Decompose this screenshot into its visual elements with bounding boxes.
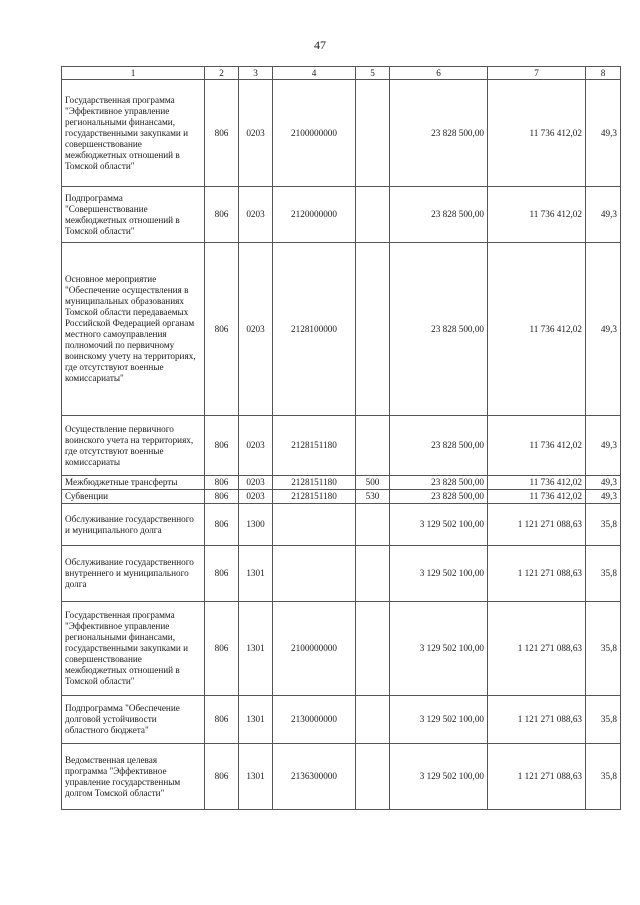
actual-amount-cell: 1 121 271 088,63 bbox=[488, 602, 586, 696]
table-row bbox=[62, 80, 621, 187]
target-article-code-cell: 2130000000 bbox=[273, 696, 356, 744]
actual-amount-cell: 11 736 412,02 bbox=[488, 243, 586, 416]
expense-type-code-cell bbox=[356, 243, 390, 416]
execution-percent-cell: 35,8 bbox=[586, 602, 621, 696]
section-code-cell: 1301 bbox=[239, 744, 273, 810]
expense-type-code-cell: 530 bbox=[356, 490, 390, 504]
column-header: 1 bbox=[62, 67, 205, 80]
expense-type-code-cell: 500 bbox=[356, 476, 390, 490]
execution-percent-cell: 49,3 bbox=[586, 476, 621, 490]
column-header: 7 bbox=[488, 67, 586, 80]
execution-percent-cell: 35,8 bbox=[586, 546, 621, 602]
execution-percent-cell: 49,3 bbox=[586, 80, 621, 187]
target-article-code-cell: 2100000000 bbox=[273, 602, 356, 696]
actual-amount-cell: 1 121 271 088,63 bbox=[488, 744, 586, 810]
glava-code-cell: 806 bbox=[205, 243, 239, 416]
plan-amount-cell: 23 828 500,00 bbox=[390, 490, 488, 504]
table-row bbox=[62, 602, 621, 696]
plan-amount-cell: 3 129 502 100,00 bbox=[390, 744, 488, 810]
plan-amount-cell: 3 129 502 100,00 bbox=[390, 504, 488, 546]
row-name-cell: Подпрограмма "Совершенствование межбюджетных отношений в Томской области" bbox=[62, 187, 205, 243]
plan-amount-cell: 23 828 500,00 bbox=[390, 187, 488, 243]
plan-amount-cell: 23 828 500,00 bbox=[390, 416, 488, 476]
table-row bbox=[62, 490, 621, 504]
target-article-code-cell bbox=[273, 546, 356, 602]
table-header-row bbox=[62, 67, 621, 80]
row-name-cell: Основное мероприятие "Обеспечение осуществления в муниципальных образованиях Томской области передаваемых Российской Федерацией органам местного самоуправления полномочий по первичному воинскому учету на территориях, где отсутствуют военные комиссариаты" bbox=[62, 243, 205, 416]
target-article-code-cell: 2128151180 bbox=[273, 490, 356, 504]
section-code-cell: 1301 bbox=[239, 696, 273, 744]
expense-type-code-cell bbox=[356, 416, 390, 476]
actual-amount-cell: 11 736 412,02 bbox=[488, 187, 586, 243]
section-code-cell: 1300 bbox=[239, 504, 273, 546]
target-article-code-cell: 2128151180 bbox=[273, 476, 356, 490]
glava-code-cell: 806 bbox=[205, 187, 239, 243]
section-code-cell: 0203 bbox=[239, 187, 273, 243]
column-header: 6 bbox=[390, 67, 488, 80]
target-article-code-cell: 2100000000 bbox=[273, 80, 356, 187]
target-article-code-cell bbox=[273, 504, 356, 546]
expense-type-code-cell bbox=[356, 80, 390, 187]
table-row bbox=[62, 744, 621, 810]
actual-amount-cell: 11 736 412,02 bbox=[488, 476, 586, 490]
table-row bbox=[62, 546, 621, 602]
execution-percent-cell: 49,3 bbox=[586, 490, 621, 504]
table-row bbox=[62, 696, 621, 744]
expense-type-code-cell bbox=[356, 696, 390, 744]
row-name-cell: Межбюджетные трансферты bbox=[62, 476, 205, 490]
execution-percent-cell: 35,8 bbox=[586, 504, 621, 546]
column-header: 2 bbox=[205, 67, 239, 80]
glava-code-cell: 806 bbox=[205, 476, 239, 490]
expense-type-code-cell bbox=[356, 504, 390, 546]
glava-code-cell: 806 bbox=[205, 546, 239, 602]
column-header: 5 bbox=[356, 67, 390, 80]
actual-amount-cell: 1 121 271 088,63 bbox=[488, 696, 586, 744]
plan-amount-cell: 3 129 502 100,00 bbox=[390, 602, 488, 696]
actual-amount-cell: 11 736 412,02 bbox=[488, 80, 586, 187]
plan-amount-cell: 23 828 500,00 bbox=[390, 243, 488, 416]
expense-type-code-cell bbox=[356, 187, 390, 243]
column-header: 3 bbox=[239, 67, 273, 80]
row-name-cell: Обслуживание государственного внутреннего и муниципального долга bbox=[62, 546, 205, 602]
execution-percent-cell: 35,8 bbox=[586, 744, 621, 810]
glava-code-cell: 806 bbox=[205, 490, 239, 504]
actual-amount-cell: 11 736 412,02 bbox=[488, 490, 586, 504]
expense-type-code-cell bbox=[356, 546, 390, 602]
glava-code-cell: 806 bbox=[205, 504, 239, 546]
row-name-cell: Подпрограмма "Обеспечение долговой устойчивости областного бюджета" bbox=[62, 696, 205, 744]
section-code-cell: 0203 bbox=[239, 80, 273, 187]
section-code-cell: 1301 bbox=[239, 602, 273, 696]
execution-percent-cell: 35,8 bbox=[586, 696, 621, 744]
table-row bbox=[62, 476, 621, 490]
row-name-cell: Осуществление первичного воинского учета на территориях, где отсутствуют военные комиссариаты bbox=[62, 416, 205, 476]
expense-type-code-cell bbox=[356, 602, 390, 696]
target-article-code-cell: 2128151180 bbox=[273, 416, 356, 476]
row-name-cell: Обслуживание государственного и муниципального долга bbox=[62, 504, 205, 546]
column-header: 4 bbox=[273, 67, 356, 80]
column-header: 8 bbox=[586, 67, 621, 80]
plan-amount-cell: 3 129 502 100,00 bbox=[390, 696, 488, 744]
glava-code-cell: 806 bbox=[205, 416, 239, 476]
page-number: 47 bbox=[314, 38, 326, 52]
glava-code-cell: 806 bbox=[205, 696, 239, 744]
table-row bbox=[62, 416, 621, 476]
actual-amount-cell: 1 121 271 088,63 bbox=[488, 546, 586, 602]
plan-amount-cell: 3 129 502 100,00 bbox=[390, 546, 488, 602]
row-name-cell: Ведомственная целевая программа "Эффективное управление государственным долгом Томской области" bbox=[62, 744, 205, 810]
execution-percent-cell: 49,3 bbox=[586, 187, 621, 243]
section-code-cell: 0203 bbox=[239, 416, 273, 476]
budget-table bbox=[61, 66, 621, 810]
row-name-cell: Государственная программа "Эффективное управление региональными финансами, государственными закупками и совершенствование межбюджетных отношений в Томской области" bbox=[62, 602, 205, 696]
actual-amount-cell: 1 121 271 088,63 bbox=[488, 504, 586, 546]
section-code-cell: 0203 bbox=[239, 243, 273, 416]
section-code-cell: 1301 bbox=[239, 546, 273, 602]
execution-percent-cell: 49,3 bbox=[586, 416, 621, 476]
section-code-cell: 0203 bbox=[239, 476, 273, 490]
row-name-cell: Государственная программа "Эффективное управление региональными финансами, государственными закупками и совершенствование межбюджетных отношений в Томской области" bbox=[62, 80, 205, 187]
row-name-cell: Субвенции bbox=[62, 490, 205, 504]
target-article-code-cell: 2136300000 bbox=[273, 744, 356, 810]
table-row bbox=[62, 243, 621, 416]
plan-amount-cell: 23 828 500,00 bbox=[390, 476, 488, 490]
target-article-code-cell: 2128100000 bbox=[273, 243, 356, 416]
target-article-code-cell: 2120000000 bbox=[273, 187, 356, 243]
table-row bbox=[62, 504, 621, 546]
expense-type-code-cell bbox=[356, 744, 390, 810]
plan-amount-cell: 23 828 500,00 bbox=[390, 80, 488, 187]
section-code-cell: 0203 bbox=[239, 490, 273, 504]
glava-code-cell: 806 bbox=[205, 602, 239, 696]
execution-percent-cell: 49,3 bbox=[586, 243, 621, 416]
table-row bbox=[62, 187, 621, 243]
actual-amount-cell: 11 736 412,02 bbox=[488, 416, 586, 476]
glava-code-cell: 806 bbox=[205, 744, 239, 810]
glava-code-cell: 806 bbox=[205, 80, 239, 187]
